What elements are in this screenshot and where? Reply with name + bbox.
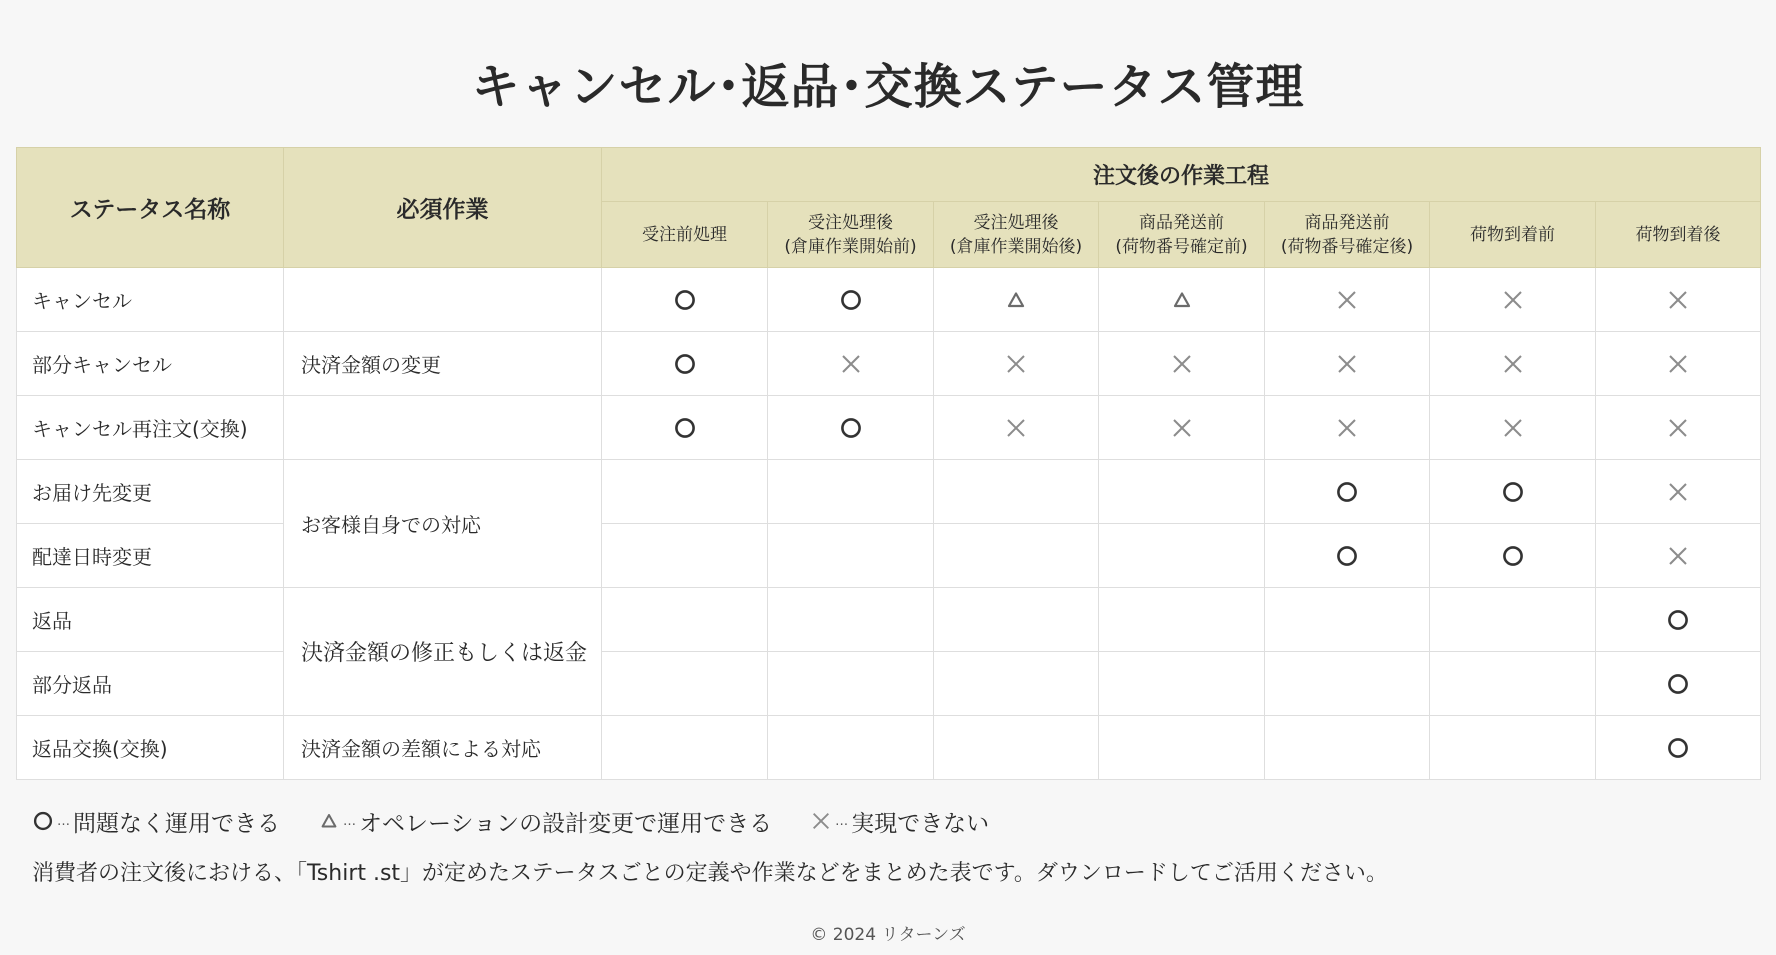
circle-icon: [673, 352, 697, 376]
cross-icon: [1501, 352, 1525, 376]
circle-icon: [1501, 544, 1525, 568]
stage-cell: [1430, 652, 1596, 716]
status-name: 部分返品: [17, 652, 284, 716]
table-row: [17, 332, 1761, 396]
legend-label: 問題なく運用できる: [73, 810, 280, 837]
stage-cell: [768, 332, 934, 396]
stage-cell: [602, 524, 768, 588]
header-process-stages: 注文後の作業工程: [602, 148, 1761, 202]
stage-cell: [602, 268, 768, 332]
cross-icon: [839, 352, 863, 376]
stage-cell: [768, 652, 934, 716]
legend-dots: …: [57, 813, 70, 829]
status-name: お届け先変更: [17, 460, 284, 524]
table-row: [17, 716, 1761, 780]
stage-cell: [1596, 588, 1761, 652]
table-row: [17, 460, 1761, 524]
stage-cell: [1099, 460, 1265, 524]
legend-item-cross: [810, 805, 989, 838]
stage-cell: [1596, 460, 1761, 524]
cross-icon: [1004, 352, 1028, 376]
stage-cell: [1430, 396, 1596, 460]
cross-icon: [810, 810, 832, 832]
stage-cell: [1265, 588, 1430, 652]
triangle-icon: [318, 810, 340, 832]
stage-cell: [768, 524, 934, 588]
circle-icon: [839, 288, 863, 312]
stage-cell: [934, 332, 1099, 396]
stage-cell: [1099, 396, 1265, 460]
triangle-icon: [1170, 288, 1194, 312]
stage-cell: [1265, 460, 1430, 524]
stage-cell: [1596, 268, 1761, 332]
table-row: [17, 652, 1761, 716]
table-row: [17, 588, 1761, 652]
stage-cell: [768, 396, 934, 460]
copyright: © 2024 リターンズ: [810, 925, 966, 945]
stage-cell: [1099, 268, 1265, 332]
stage-cell: [1265, 652, 1430, 716]
stage-cell: [934, 460, 1099, 524]
stage-cell: [602, 460, 768, 524]
stage-cell: [1099, 588, 1265, 652]
required-task: [284, 396, 602, 460]
stage-cell: [602, 652, 768, 716]
cross-icon: [1335, 352, 1359, 376]
stage-cell: [1430, 332, 1596, 396]
cross-icon: [1666, 288, 1690, 312]
stage-header: 受注前処理: [602, 202, 768, 268]
stage-cell: [1596, 716, 1761, 780]
header-required-task: 必須作業: [284, 148, 602, 268]
legend-dots: …: [343, 813, 356, 829]
cross-icon: [1335, 416, 1359, 440]
status-name: キャンセル再注文(交換): [17, 396, 284, 460]
cross-icon: [1666, 352, 1690, 376]
status-name: 返品交換(交換): [17, 716, 284, 780]
stage-cell: [1596, 652, 1761, 716]
table-row: [17, 396, 1761, 460]
legend-item-circle: [32, 805, 280, 838]
circle-icon: [1335, 544, 1359, 568]
stage-cell: [1099, 652, 1265, 716]
required-task: [284, 268, 602, 332]
stage-cell: [768, 460, 934, 524]
stage-cell: [1265, 332, 1430, 396]
status-name: キャンセル: [17, 268, 284, 332]
circle-icon: [32, 810, 54, 832]
stage-cell: [1265, 524, 1430, 588]
circle-icon: [1501, 480, 1525, 504]
stage-cell: [1596, 396, 1761, 460]
stage-cell: [934, 268, 1099, 332]
legend-item-triangle: [318, 805, 772, 838]
circle-icon: [1666, 736, 1690, 760]
stage-cell: [1596, 332, 1761, 396]
cross-icon: [1004, 416, 1028, 440]
stage-header: 荷物到着前: [1430, 202, 1596, 268]
cross-icon: [1170, 416, 1194, 440]
description-text: 消費者の注文後における、「Tshirt .st」が定めたステータスごとの定義や作業などをまとめた表です。ダウンロードしてご活用ください。: [32, 861, 1388, 886]
required-task: 決済金額の差額による対応: [284, 716, 602, 780]
legend-label: 実現できない: [851, 810, 990, 837]
stage-cell: [934, 588, 1099, 652]
circle-icon: [839, 416, 863, 440]
stage-cell: [602, 588, 768, 652]
stage-cell: [768, 268, 934, 332]
cross-icon: [1666, 480, 1690, 504]
legend: [32, 804, 1027, 838]
stage-cell: [1265, 716, 1430, 780]
header-status-name: ステータス名称: [17, 148, 284, 268]
cross-icon: [1501, 288, 1525, 312]
circle-icon: [673, 288, 697, 312]
stage-cell: [602, 332, 768, 396]
stage-header: 受注処理後 (倉庫作業開始後): [934, 202, 1099, 268]
stage-header: 荷物到着後: [1596, 202, 1761, 268]
stage-cell: [1430, 524, 1596, 588]
cross-icon: [1335, 288, 1359, 312]
stage-cell: [1430, 716, 1596, 780]
stage-cell: [1430, 460, 1596, 524]
circle-icon: [1335, 480, 1359, 504]
stage-cell: [1430, 588, 1596, 652]
cross-icon: [1170, 352, 1194, 376]
stage-cell: [768, 588, 934, 652]
stage-cell: [934, 652, 1099, 716]
required-task: お客様自身での対応: [284, 460, 602, 588]
circle-icon: [1666, 672, 1690, 696]
required-task: 決済金額の修正もしくは返金: [284, 588, 602, 716]
cross-icon: [1666, 416, 1690, 440]
stage-cell: [602, 396, 768, 460]
stage-cell: [1430, 268, 1596, 332]
page-title: キャンセル･返品･交換ステータス管理: [471, 59, 1305, 115]
stage-cell: [602, 716, 768, 780]
stage-cell: [1099, 524, 1265, 588]
stage-header: 商品発送前 (荷物番号確定前): [1099, 202, 1265, 268]
status-name: 配達日時変更: [17, 524, 284, 588]
required-task: 決済金額の変更: [284, 332, 602, 396]
stage-cell: [1265, 396, 1430, 460]
legend-dots: …: [835, 813, 849, 829]
table-row: [17, 268, 1761, 332]
stage-cell: [1099, 332, 1265, 396]
stage-cell: [934, 524, 1099, 588]
triangle-icon: [1004, 288, 1028, 312]
stage-cell: [1596, 524, 1761, 588]
cross-icon: [1666, 544, 1690, 568]
stage-header: 商品発送前 (荷物番号確定後): [1265, 202, 1430, 268]
status-name: 返品: [17, 588, 284, 652]
table-row: [17, 524, 1761, 588]
stage-header: 受注処理後 (倉庫作業開始前): [768, 202, 934, 268]
cross-icon: [1501, 416, 1525, 440]
circle-icon: [673, 416, 697, 440]
stage-cell: [934, 396, 1099, 460]
status-table: [16, 147, 1761, 780]
stage-cell: [934, 716, 1099, 780]
legend-label: オペレーションの設計変更で運用できる: [359, 810, 773, 837]
status-name: 部分キャンセル: [17, 332, 284, 396]
stage-cell: [768, 716, 934, 780]
stage-cell: [1265, 268, 1430, 332]
circle-icon: [1666, 608, 1690, 632]
stage-cell: [1099, 716, 1265, 780]
